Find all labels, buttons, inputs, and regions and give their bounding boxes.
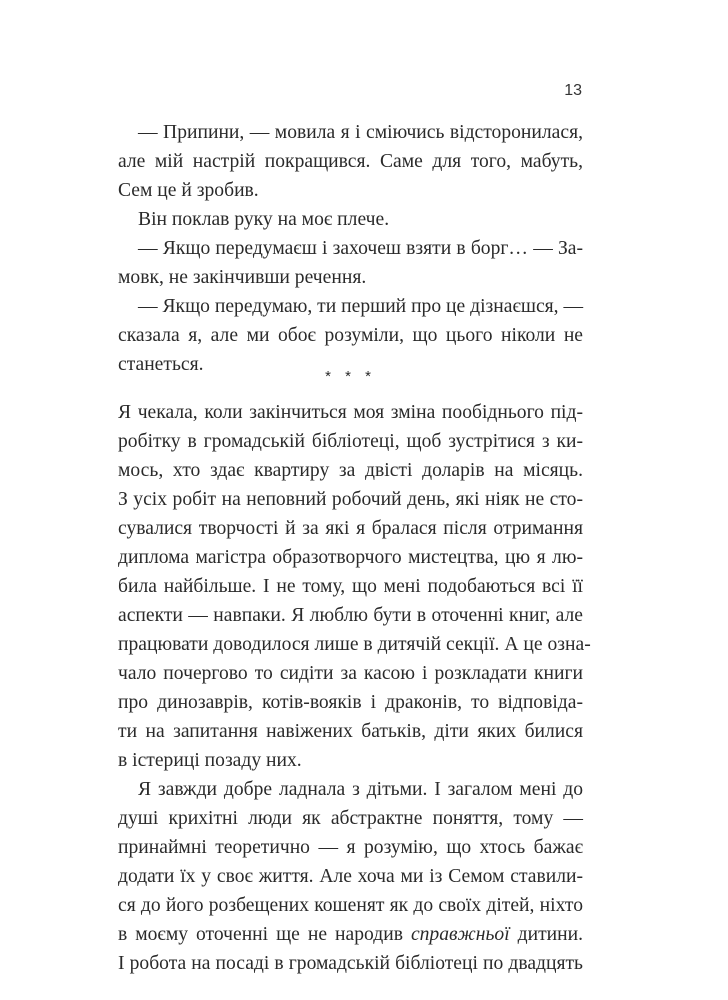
text-line: Сем це й зробив.	[118, 180, 259, 201]
text-line: диплома магістра образотворчого мистецтва, цю я лю-	[118, 547, 583, 568]
section-separator: * * *	[325, 368, 376, 385]
text-line: З усіх робіт на неповний робочий день, які ніяк не сто-	[118, 489, 583, 510]
text-line: але мій настрій покращився. Саме для того, мабуть,	[118, 151, 583, 172]
text-line: І робота на посаді в громадській бібліотеці по двадцять	[118, 953, 583, 974]
text-line: ся до його розбещених кошенят як до своїх дітей, ніхто	[118, 895, 583, 916]
emphasis-text: справжньої	[410, 924, 510, 945]
text-line: — Припини, — мовила я і сміючись відсторонилася,	[138, 122, 583, 143]
text-line: мось, хто здає квартиру за двісті доларів на місяць.	[118, 460, 583, 481]
text-line: — Якщо передумаю, ти перший про це дізнаєшся, —	[138, 296, 584, 317]
text-line: принаймні теоретично — я розумію, що хтось бажає	[118, 837, 583, 858]
text-line: працювати доводилося лише в дитячій секції. А це озна-	[118, 634, 591, 655]
text-segment: дитини.	[517, 924, 583, 945]
text-line: про динозаврів, котів-вояків і драконів, то відповіда-	[118, 692, 583, 713]
text-line: в істериці позаду них.	[118, 750, 302, 771]
text-line: ти на запитання навіжених батьків, діти яких билися	[118, 721, 583, 742]
text-line: Я завжди добре ладнала з дітьми. І загалом мені до	[138, 779, 583, 800]
text-line: сказала я, але ми обоє розуміли, що цього ніколи не	[118, 325, 583, 346]
text-line: сувалися творчості й за які я бралася після отримання	[118, 518, 583, 539]
text-line: аспекти — навпаки. Я люблю бути в оточенні книг, але	[118, 605, 583, 626]
text-line: чало почергово то сидіти за касою і розкладати книги	[118, 663, 583, 684]
text-line: робітку в громадській бібліотеці, щоб зустрітися з ки-	[118, 431, 583, 452]
text-line: Я чекала, коли закінчиться моя зміна пообіднього під-	[118, 402, 583, 423]
text-line: Він поклав руку на моє плече.	[138, 209, 390, 230]
text-line: мовк, не закінчивши речення.	[118, 267, 367, 288]
text-line: станеться.	[118, 354, 204, 375]
text-line: душі крихітні люди як абстрактне поняття, тому —	[118, 808, 583, 829]
page-number: 13	[564, 82, 582, 99]
text-line: била найбільше. І не тому, що мені подобаються всі її	[118, 576, 583, 597]
text-line	[118, 920, 583, 949]
text-segment: в моєму оточенні ще не народив	[118, 924, 403, 945]
text-line: додати їх у своє життя. Але хоча ми із Семом ставили-	[118, 866, 583, 887]
text-line: — Якщо передумаєш і захочеш взяти в борг… — За-	[138, 238, 583, 259]
